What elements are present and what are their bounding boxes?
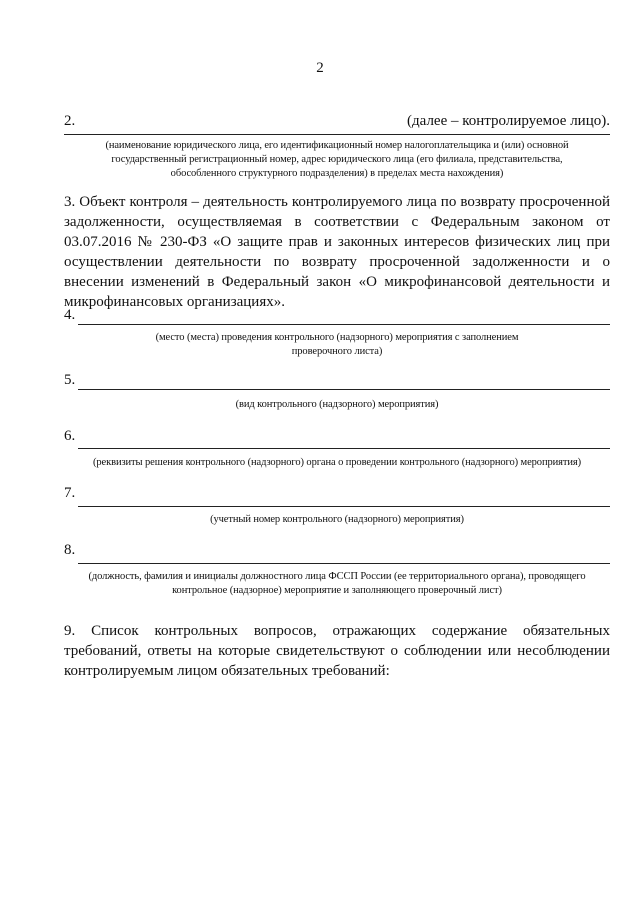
item-5-line (78, 389, 610, 390)
item-7-number: 7. (64, 485, 76, 501)
item-8-number: 8. (64, 542, 76, 558)
item-2-caption-line: государственный регистрационный номер, адрес юридического лица (его филиала, представительства, (111, 154, 563, 165)
item-2-trailing-text: (далее – контролируемое лицо). (407, 113, 610, 129)
item-2-caption-line: (наименование юридического лица, его идентификационный номер налогоплательщика и (или) основной (105, 140, 569, 151)
item-8-caption-line: контрольное (надзорное) мероприятие и заполняющего проверочный лист) (172, 585, 502, 596)
item-2-caption (64, 139, 610, 181)
item-6-caption-line: (реквизиты решения контрольного (надзорного) органа о проведении контрольного (надзорного) мероприятия) (93, 457, 581, 468)
item-6-number: 6. (64, 428, 76, 444)
item-4-caption-line: (место (места) проведения контрольного (надзорного) мероприятия с заполнением (155, 332, 519, 343)
item-2-line (64, 134, 610, 135)
item-4-caption-line: проверочного листа) (291, 346, 383, 357)
item-7-line (78, 506, 610, 507)
item-4-line (78, 324, 610, 325)
item-8-line (78, 563, 610, 564)
item-8-caption-line: (должность, фамилия и инициалы должностного лица ФССП России (ее территориального органа), проводящего (88, 571, 586, 582)
item-6-caption (64, 456, 610, 470)
item-2-number: 2. (64, 113, 76, 129)
item-5-number: 5. (64, 372, 76, 388)
item-5-caption-line: (вид контрольного (надзорного) мероприятия) (235, 399, 439, 410)
item-5-caption (64, 398, 610, 412)
page-number: 2 (316, 60, 324, 76)
item-9-paragraph: 9. Список контрольных вопросов, отражающих содержание обязательных требований, ответы на которые свидетельствуют о соблюдении или несоблюдении контролируемым лицом обязательных требований: (64, 623, 610, 679)
item-7-caption-line: (учетный номер контрольного (надзорного) мероприятия) (210, 514, 464, 525)
item-7-caption (64, 513, 610, 527)
item-6-line (78, 448, 610, 449)
item-8-caption (64, 570, 610, 598)
item-4-number: 4. (64, 307, 76, 323)
item-4-caption (64, 331, 610, 359)
item-3-paragraph: 3. Объект контроля – деятельность контролируемого лица по возврату просроченной задолженности, осуществляемая в соответствии с Федеральным законом от 03.07.2016 № 230-ФЗ «О защите прав и законных интересов физических лиц при осуществлении деятельности по возврату просроченной задолженности и о внесении изменений в Федеральный закон «О микрофинансовой деятельности и микрофинансовых организациях». (64, 194, 610, 310)
item-2-caption-line: обособленного структурного подразделения) в пределах места нахождения) (170, 168, 504, 179)
